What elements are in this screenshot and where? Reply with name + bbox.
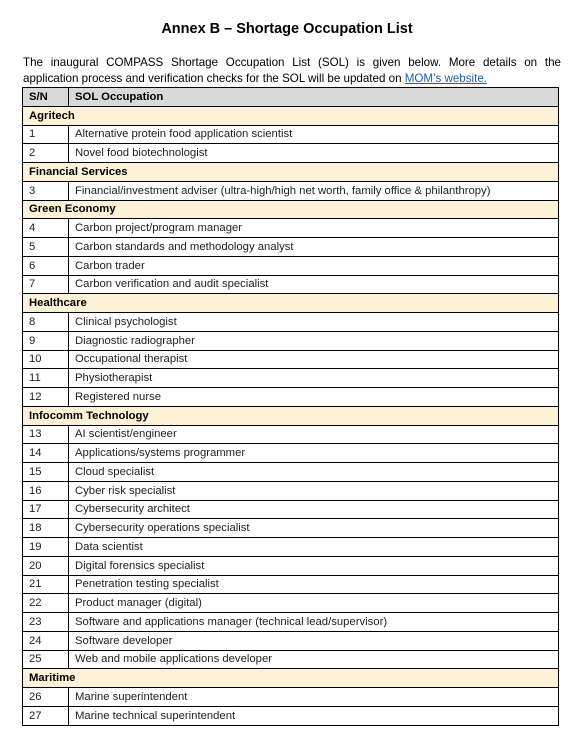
table-row (23, 594, 559, 613)
category-label: Financial Services (23, 163, 559, 182)
header-sn: S/N (23, 88, 69, 107)
occupation-cell: Carbon trader (69, 256, 559, 275)
sn-cell: 24 (23, 631, 69, 650)
table-row (23, 481, 559, 500)
sn-cell: 8 (23, 313, 69, 332)
table-row (23, 275, 559, 294)
occupation-cell: Carbon standards and methodology analyst (69, 238, 559, 257)
sn-cell: 15 (23, 463, 69, 482)
table-row (23, 463, 559, 482)
sn-cell: 27 (23, 706, 69, 725)
category-label: Green Economy (23, 200, 559, 219)
table-row (23, 444, 559, 463)
occupation-cell: Digital forensics specialist (69, 556, 559, 575)
table-row (23, 238, 559, 257)
occupation-cell: Penetration testing specialist (69, 575, 559, 594)
category-row (23, 669, 559, 688)
occupation-cell: Marine technical superintendent (69, 706, 559, 725)
occupation-cell: Clinical psychologist (69, 313, 559, 332)
sn-cell: 14 (23, 444, 69, 463)
table-row (23, 706, 559, 725)
occupation-cell: Carbon project/program manager (69, 219, 559, 238)
sn-cell: 21 (23, 575, 69, 594)
occupation-cell: Physiotherapist (69, 369, 559, 388)
table-row (23, 331, 559, 350)
sol-table-body (23, 106, 559, 725)
occupation-cell: Diagnostic radiographer (69, 331, 559, 350)
sn-cell: 19 (23, 538, 69, 557)
table-row (23, 631, 559, 650)
sn-cell: 5 (23, 238, 69, 257)
sn-cell: 13 (23, 425, 69, 444)
occupation-cell: Web and mobile applications developer (69, 650, 559, 669)
header-occupation: SOL Occupation (69, 88, 559, 107)
table-row (23, 219, 559, 238)
sn-cell: 10 (23, 350, 69, 369)
table-row (23, 388, 559, 407)
table-row (23, 650, 559, 669)
page-title: Annex B – Shortage Occupation List (161, 21, 413, 37)
table-row (23, 313, 559, 332)
category-row (23, 406, 559, 425)
sn-cell: 16 (23, 481, 69, 500)
sn-cell: 17 (23, 500, 69, 519)
sn-cell: 9 (23, 331, 69, 350)
table-row (23, 181, 559, 200)
sn-cell: 18 (23, 519, 69, 538)
sn-cell: 6 (23, 256, 69, 275)
sn-cell: 26 (23, 688, 69, 707)
occupation-cell: Marine superintendent (69, 688, 559, 707)
mom-website-link[interactable]: MOM’s website. (404, 71, 487, 85)
table-row (23, 688, 559, 707)
occupation-cell: Cybersecurity architect (69, 500, 559, 519)
table-row (23, 144, 559, 163)
occupation-cell: Cyber risk specialist (69, 481, 559, 500)
occupation-cell: Cloud specialist (69, 463, 559, 482)
sn-cell: 7 (23, 275, 69, 294)
occupation-cell: Cybersecurity operations specialist (69, 519, 559, 538)
sol-table (22, 87, 559, 726)
occupation-cell: AI scientist/engineer (69, 425, 559, 444)
table-row (23, 369, 559, 388)
sn-cell: 1 (23, 125, 69, 144)
intro-line-1: The inaugural COMPASS Shortage Occupation List (SOL) is given below. More details on the (23, 56, 561, 69)
intro-paragraph (23, 55, 561, 86)
table-row (23, 425, 559, 444)
category-row (23, 163, 559, 182)
table-row (23, 350, 559, 369)
occupation-cell: Registered nurse (69, 388, 559, 407)
table-row (23, 613, 559, 632)
sn-cell: 22 (23, 594, 69, 613)
sn-cell: 3 (23, 181, 69, 200)
table-row (23, 125, 559, 144)
sn-cell: 12 (23, 388, 69, 407)
sn-cell: 20 (23, 556, 69, 575)
occupation-cell: Financial/investment adviser (ultra-high/high net worth, family office & philanthropy) (69, 181, 559, 200)
sn-cell: 23 (23, 613, 69, 632)
table-header-row (23, 88, 559, 107)
occupation-cell: Software developer (69, 631, 559, 650)
occupation-cell: Alternative protein food application scientist (69, 125, 559, 144)
sn-cell: 4 (23, 219, 69, 238)
category-row (23, 106, 559, 125)
table-row (23, 256, 559, 275)
category-label: Maritime (23, 669, 559, 688)
table-row (23, 575, 559, 594)
occupation-cell: Carbon verification and audit specialist (69, 275, 559, 294)
table-row (23, 519, 559, 538)
occupation-cell: Applications/systems programmer (69, 444, 559, 463)
sn-cell: 2 (23, 144, 69, 163)
category-row (23, 294, 559, 313)
category-label: Agritech (23, 106, 559, 125)
table-row (23, 556, 559, 575)
occupation-cell: Novel food biotechnologist (69, 144, 559, 163)
occupation-cell: Data scientist (69, 538, 559, 557)
occupation-cell: Software and applications manager (technical lead/supervisor) (69, 613, 559, 632)
table-row (23, 538, 559, 557)
occupation-cell: Occupational therapist (69, 350, 559, 369)
category-label: Healthcare (23, 294, 559, 313)
category-label: Infocomm Technology (23, 406, 559, 425)
sn-cell: 25 (23, 650, 69, 669)
table-row (23, 500, 559, 519)
intro-line-2: application process and verification checks for the SOL will be updated on (23, 71, 405, 85)
sn-cell: 11 (23, 369, 69, 388)
occupation-cell: Product manager (digital) (69, 594, 559, 613)
category-row (23, 200, 559, 219)
